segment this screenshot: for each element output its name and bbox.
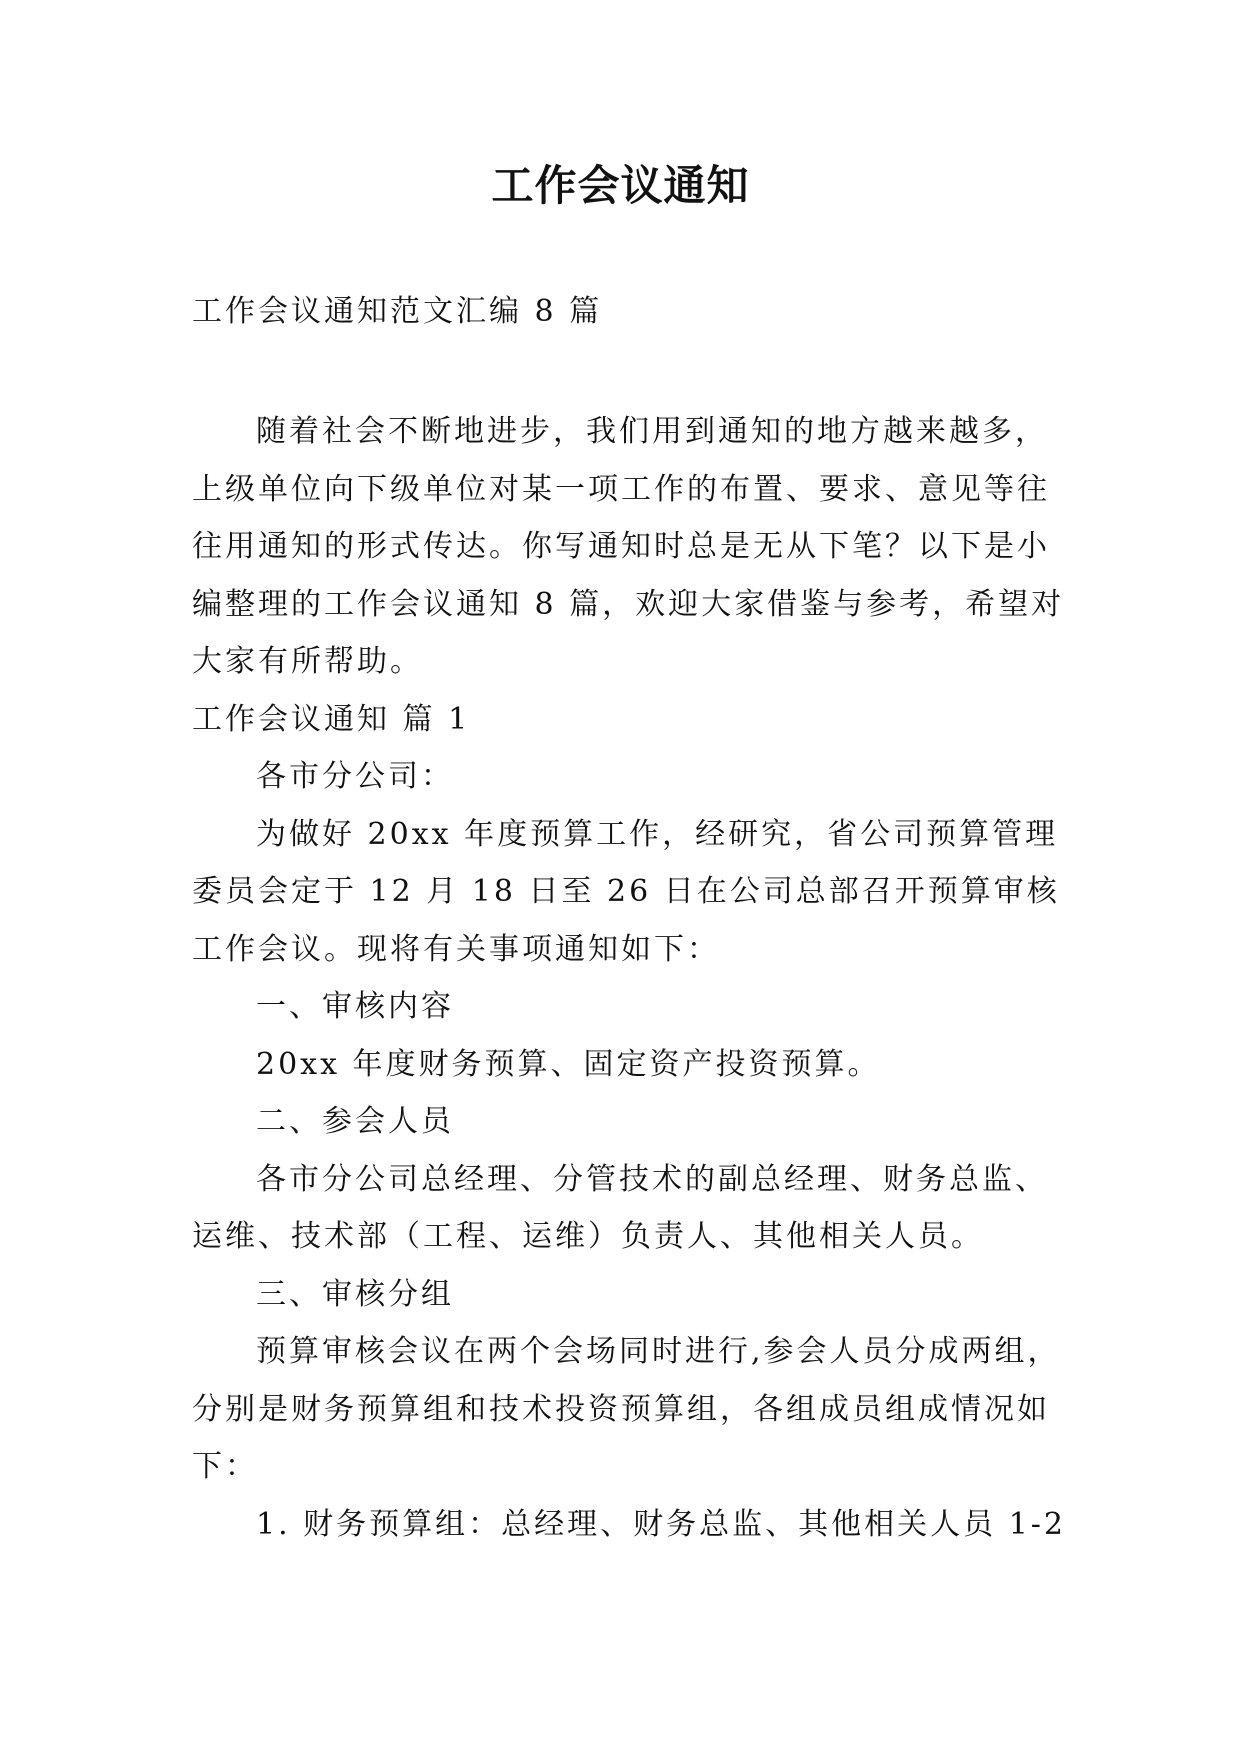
item-heading: 二、参会人员: [256, 1104, 454, 1139]
body-paragraph: 预算审核会议在两个会场同时进行,参会人员分成两组，分别是财务预算组和技术投资预算组，各组成员组成情况如下：: [192, 1334, 1061, 1484]
section-heading: 工作会议通知 篇 1: [192, 701, 471, 737]
document-body: [192, 403, 1072, 1553]
body-paragraph: 为做好 20xx 年度预算工作，经研究，省公司预算管理委员会定于 12 月 18 日至 26 日在公司总部召开预算审核工作会议。现将有关事项通知如下：: [192, 816, 1060, 967]
document-subtitle: 工作会议通知范文汇编 8 篇: [192, 294, 603, 329]
document-title: 工作会议通知: [491, 161, 750, 210]
greeting-line: 各市分公司：: [256, 759, 454, 794]
body-paragraph: 1. 财务预算组：总经理、财务总监、其他相关人员 1-2: [256, 1506, 1067, 1542]
item-heading: 一、审核内容: [256, 989, 454, 1024]
body-paragraph: 各市分公司总经理、分管技术的副总经理、财务总监、运维、技术部（工程、运维）负责人、其他相关人员。: [192, 1161, 1048, 1254]
intro-paragraph: 随着社会不断地进步，我们用到通知的地方越来越多，上级单位向下级单位对某一项工作的布置、要求、意见等往往用通知的形式传达。你写通知时总是无从下笔？以下是小编整理的工作会议通知 8 篇，欢迎大家借鉴与参考，希望对大家有所帮助。: [192, 414, 1065, 679]
item-heading: 三、审核分组: [256, 1276, 454, 1312]
body-paragraph: 20xx 年度财务预算、固定资产投资预算。: [256, 1046, 881, 1082]
